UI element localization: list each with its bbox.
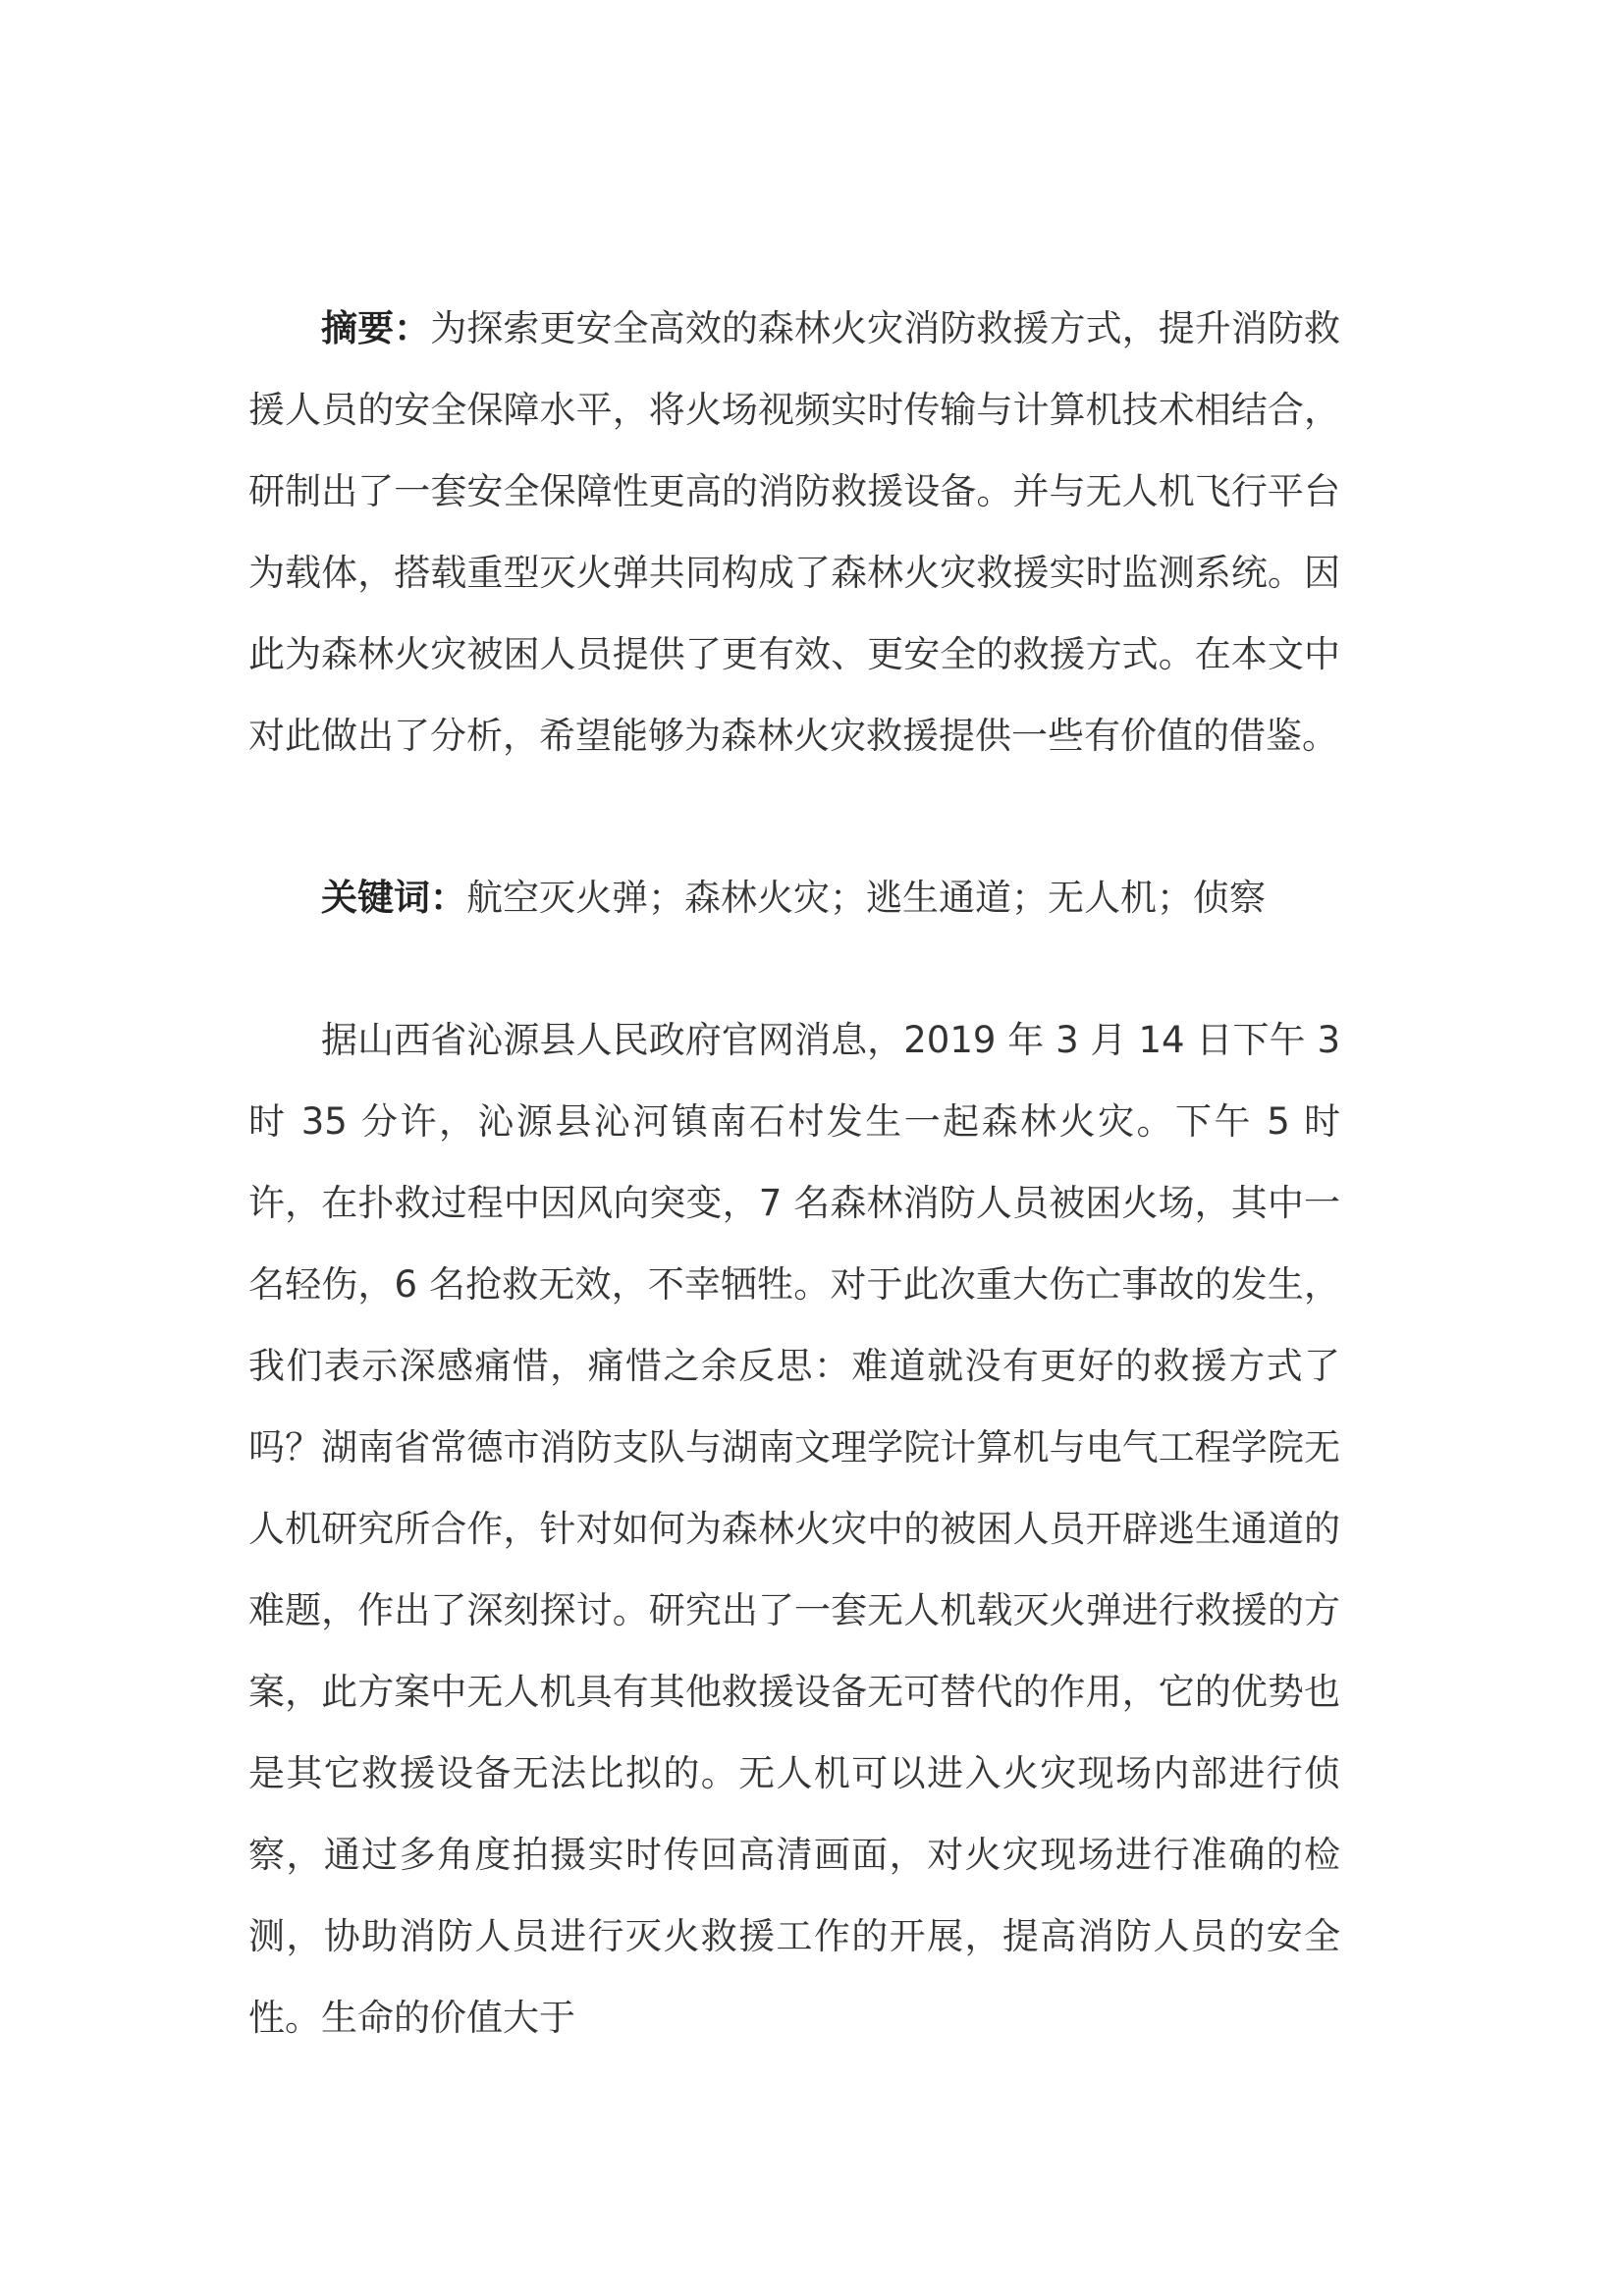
keywords-label: 关键词： [321,877,466,919]
keywords-paragraph [248,857,1340,938]
keywords-text: 航空灭火弹；森林火灾；逃生通道；无人机；侦察 [466,877,1266,919]
document-page [248,288,1340,2058]
abstract-text: 为探索更安全高效的森林火灾消防救援方式，提升消防救援人员的安全保障水平，将火场视频实时传输与计算机技术相结合，研制出了一套安全保障性更高的消防救援设备。并与无人机飞行平台为载体，搭载重型灭火弹共同构成了森林火灾救援实时监测系统。因此为森林火灾被困人员提供了更有效、更安全的救援方式。在本文中对此做出了分析，希望能够为森林火灾救援提供一些有价值的借鉴。 [248,307,1341,757]
abstract-paragraph [248,288,1340,776]
body-paragraph: 据山西省沁源县人民政府官网消息，2019 年 3 月 14 日下午 3 时 35 分许，沁源县沁河镇南石村发生一起森林火灾。下午 5 时许，在扑救过程中因风向突变，7 名森林消防人员被困火场，其中一名轻伤，6 名抢救无效，不幸牺牲。对于此次重大伤亡事故的发生，我们表示深感痛惜，痛惜之余反思：难道就没有更好的救援方式了吗？湖南省常德市消防支队与湖南文理学院计算机与电气工程学院无人机研究所合作，针对如何为森林火灾中的被困人员开辟逃生通道的难题，作出了深刻探讨。研究出了一套无人机载灭火弹进行救援的方案，此方案中无人机具有其他救援设备无可替代的作用，它的优势也是其它救援设备无法比拟的。无人机可以进入火灾现场内部进行侦察，通过多角度拍摄实时传回高清画面，对火灾现场进行准确的检测，协助消防人员进行灭火救援工作的开展，提高消防人员的安全性。生命的价值大于 [248,1019,1340,2039]
abstract-label: 摘要： [321,307,431,349]
